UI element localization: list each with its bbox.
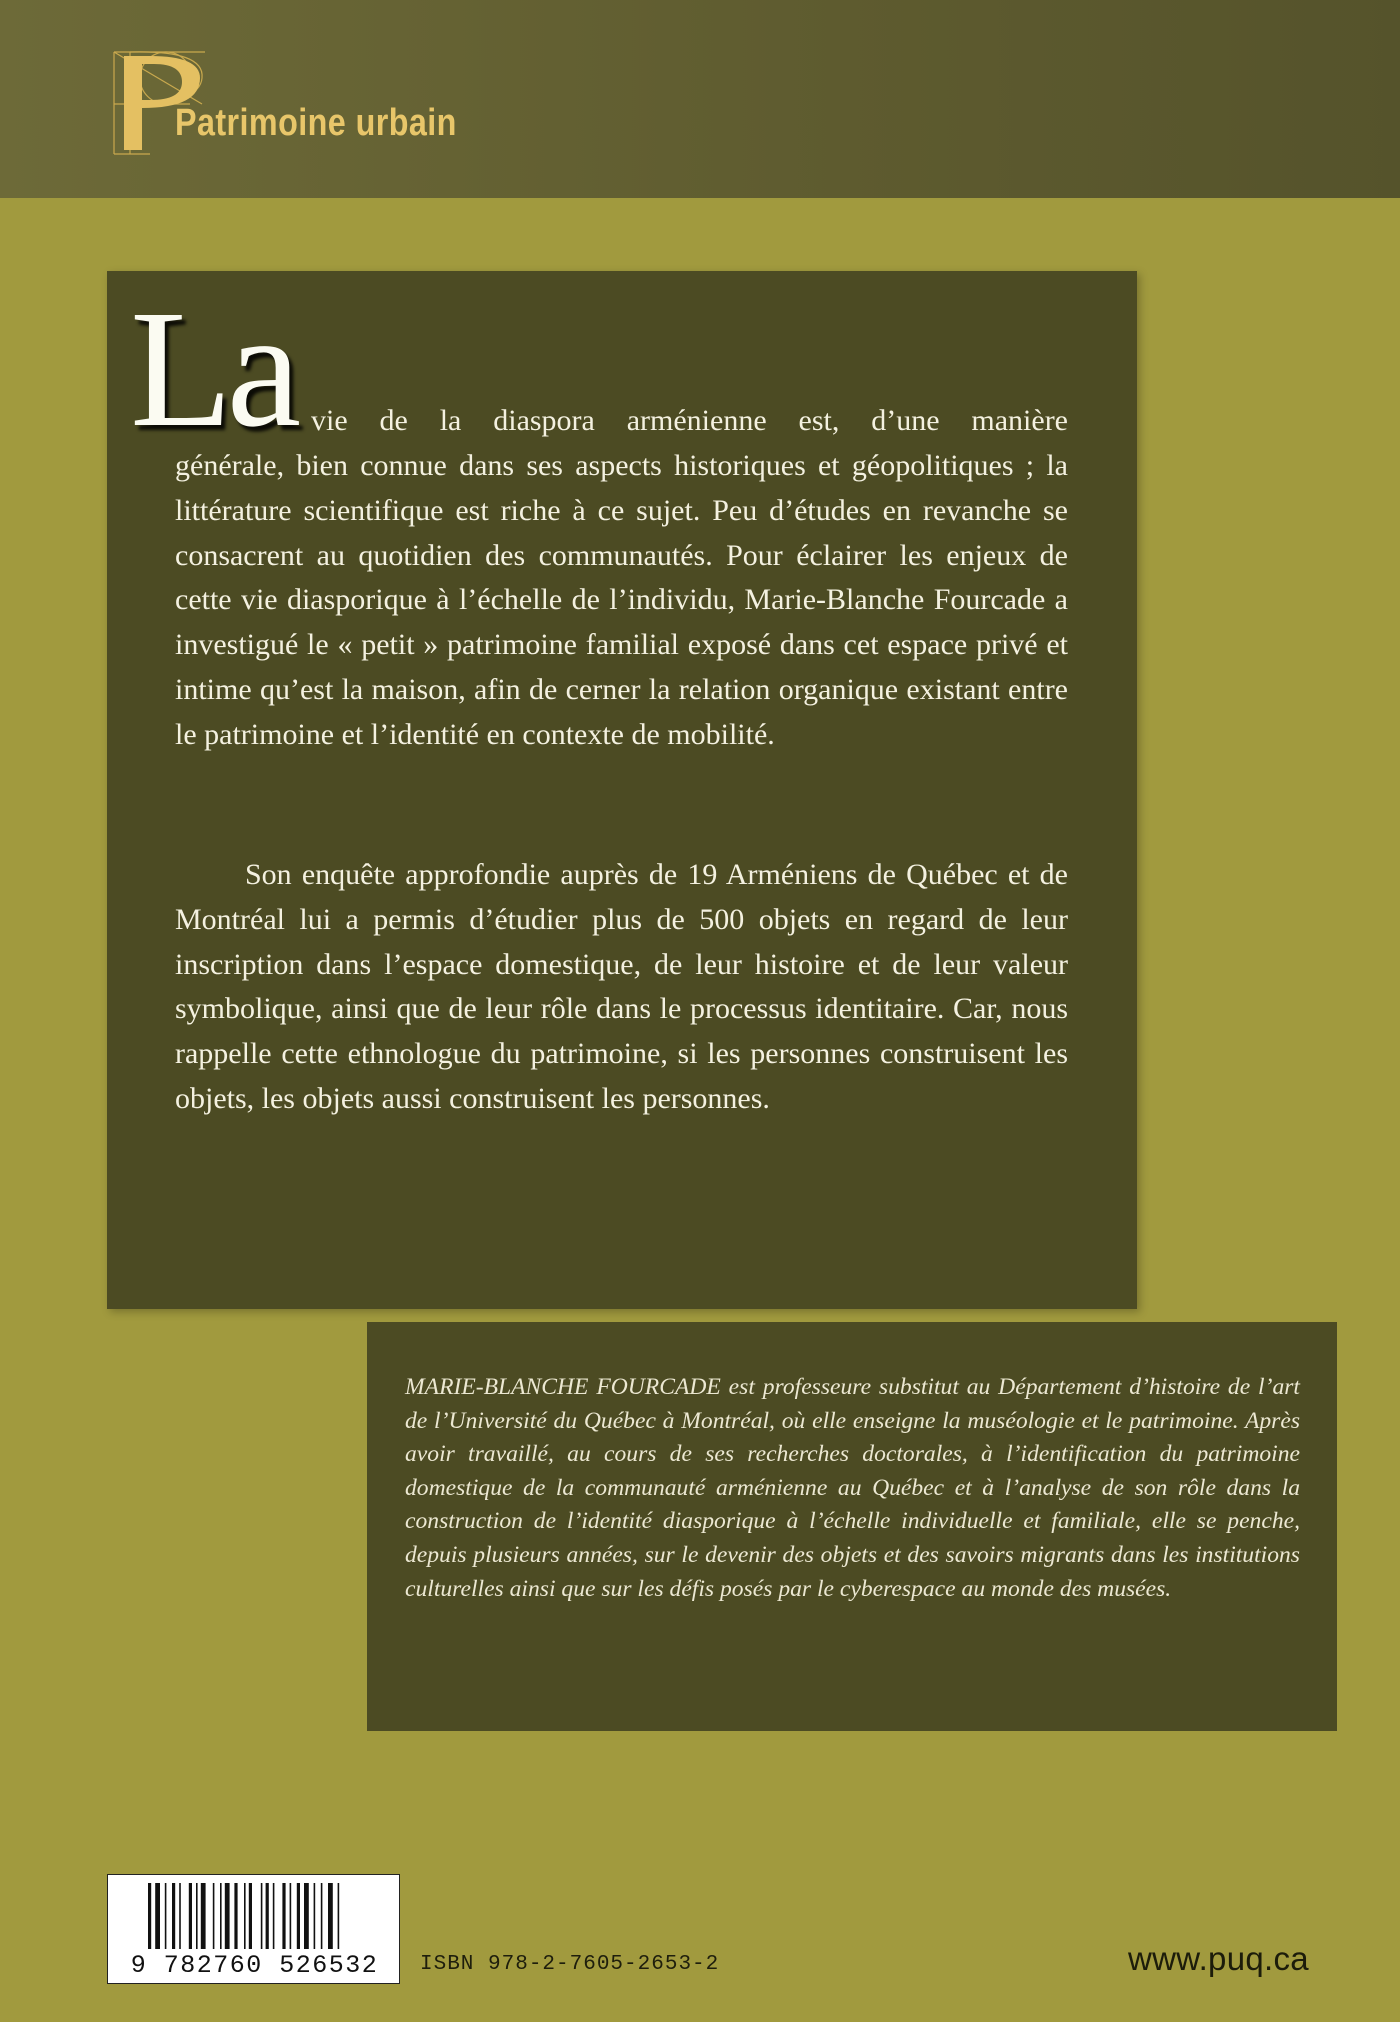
dropcap: La [130, 276, 296, 462]
barcode-bar [201, 1883, 206, 1949]
barcode-bar [196, 1883, 198, 1949]
barcode-bar [328, 1883, 333, 1949]
barcode-bar [234, 1883, 237, 1949]
summary-paragraph-2: Son enquête approfondie auprès de 19 Arméniens de Québec et de Montréal lui a permis d’étudier plus de 500 objets en regard de leur inscription dans l’espace domestique, de leur histoire et de leur valeur symbolique, ainsi que de leur rôle dans le processus identitaire. Car, nous rappelle cette ethnologue du patrimoine, si les personnes construisent les objets, les objets aussi construisent les personnes. [175, 858, 1068, 1115]
barcode-bar [220, 1883, 222, 1949]
barcode-bar [290, 1883, 292, 1949]
barcode-bar [266, 1883, 269, 1949]
barcode-digits: 9 782760 526532 [130, 1951, 379, 1980]
publisher-website[interactable]: www.puq.ca [1128, 1940, 1309, 1977]
barcode-bar [304, 1883, 309, 1949]
barcode-bar [172, 1883, 175, 1949]
barcode-bar [321, 1883, 323, 1949]
author-name: MARIE-BLANCHE FOURCADE [405, 1374, 721, 1400]
barcode-bar [189, 1883, 192, 1949]
barcode-bar [148, 1883, 151, 1949]
summary-first-line: vie de la diaspora arménienne est, d’une manière [311, 404, 1068, 437]
barcode-bar [297, 1883, 300, 1949]
isbn: ISBN 978-2-7605-2653-2 [420, 1953, 720, 1976]
barcode-bar [165, 1883, 167, 1949]
barcode-bar [179, 1883, 181, 1949]
author-bio-text: est professeure substitut au Département d’histoire de l’art de l’Université du Québec à Montréal, où elle enseigne la muséologie et le patrimoine. Après avoir travaillé, au cours de ses recherches doctorales, à l’identification du patrimoine domestique de la communauté arménienne au Québec et à l’analyse de son rôle dans la construction de l’identité diasporique à l’échelle individuelle et familiale, elle se penche, depuis plusieurs années, sur le devenir des objets et des savoirs migrants dans les institutions culturelles ainsi que sur les défis posés par le cyberespace au monde des musées. [405, 1374, 1300, 1602]
barcode-bar [225, 1883, 230, 1949]
barcode-bar [314, 1883, 316, 1949]
barcode-bar [249, 1883, 252, 1949]
barcode-bar [338, 1883, 340, 1949]
barcode-bar [213, 1883, 215, 1949]
series-title: Patrimoine urbain [175, 102, 457, 144]
barcode-bar [155, 1883, 160, 1949]
barcode [107, 1874, 400, 1984]
barcode-bar [244, 1883, 246, 1949]
author-bio [405, 1371, 1300, 1606]
barcode-bar [282, 1883, 285, 1949]
barcode-bar [273, 1883, 275, 1949]
barcode-bars [108, 1875, 401, 1955]
summary-paragraph-1: générale, bien connue dans ses aspects historiques et géopolitiques ; la littérature scientifique est riche à ce sujet. Peu d’études en revanche se consacrent au quotidien des communautés. Pour éclairer les enjeux de cette vie diasporique à l’échelle de l’individu, Marie-Blanche Fourcade a investigué le « petit » patrimoine familial exposé dans cet espace privé et intime qu’est la maison, afin de cerner la relation organique existant entre le patrimoine et l’identité en contexte de mobilité. [175, 449, 1068, 751]
barcode-bar [261, 1883, 263, 1949]
